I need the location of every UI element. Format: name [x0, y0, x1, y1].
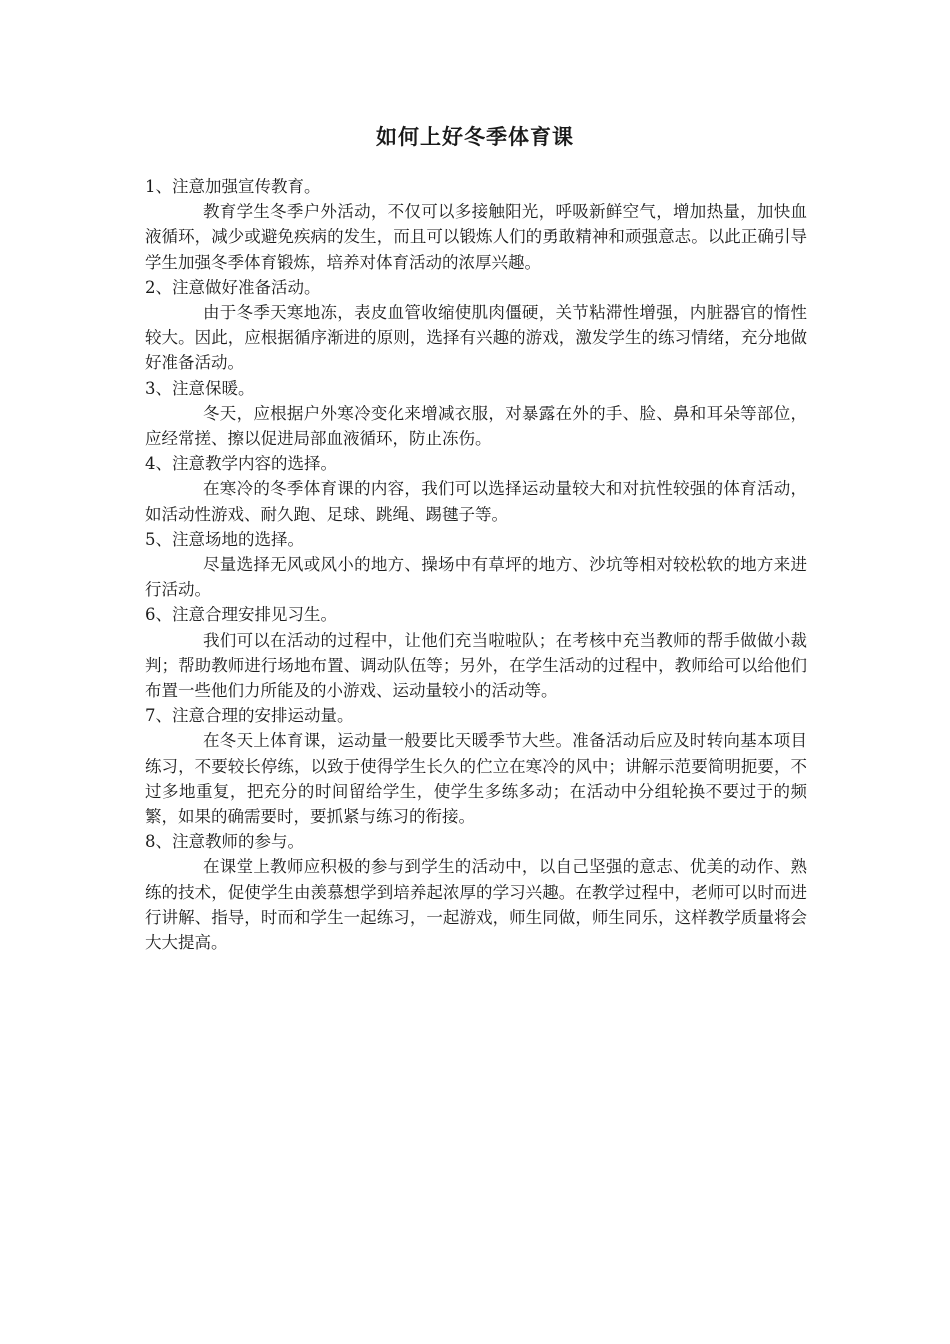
section-heading: 5、注意场地的选择。 — [145, 529, 304, 549]
section-paragraph: 我们可以在活动的过程中，让他们充当啦啦队；在考核中充当教师的帮手做做小裁判；帮助教师进行场地布置、调动队伍等；另外，在学生活动的过程中，教师给可以给他们布置一些他们力所能及的小游戏、运动量较小的活动等。 — [145, 630, 807, 701]
section-paragraph: 在冬天上体育课，运动量一般要比天暖季节大些。准备活动后应及时转向基本项目练习，不要较长停练，以致于使得学生长久的伫立在寒冷的风中；讲解示范要简明扼要，不过多地重复，把充分的时间留给学生，使学生多练多动；在活动中分组轮换不要过于的频繁，如果的确需要时，要抓紧与练习的衔接。 — [145, 731, 807, 827]
section-heading: 6、注意合理安排见习生。 — [145, 605, 337, 625]
section-heading: 3、注意保暖。 — [145, 378, 255, 398]
document-body — [145, 174, 807, 955]
document-title: 如何上好冬季体育课 — [376, 125, 574, 149]
section-paragraph: 教育学生冬季户外活动，不仅可以多接触阳光，呼吸新鲜空气，增加热量，加快血液循环，减少或避免疾病的发生，而且可以锻炼人们的勇敢精神和顽强意志。以此正确引导学生加强冬季体育锻炼，培养对体育活动的浓厚兴趣。 — [145, 202, 807, 272]
section-heading: 1、注意加强宣传教育。 — [145, 177, 321, 196]
section-paragraph: 冬天，应根据户外寒冷变化来增减衣服，对暴露在外的手、脸、鼻和耳朵等部位，应经常搓、擦以促进局部血液循环，防止冻伤。 — [145, 403, 807, 449]
section-heading: 2、注意做好准备活动。 — [145, 277, 321, 297]
section-paragraph: 尽量选择无风或风小的地方、操场中有草坪的地方、沙坑等相对较松软的地方来进行活动。 — [145, 555, 807, 600]
section-paragraph: 由于冬季天寒地冻，表皮血管收缩使肌肉僵硬，关节粘滞性增强，内脏器官的惰性较大。因此，应根据循序渐进的原则，选择有兴趣的游戏，激发学生的练习情绪，充分地做好准备活动。 — [145, 303, 807, 373]
section-paragraph: 在寒冷的冬季体育课的内容，我们可以选择运动量较大和对抗性较强的体育活动，如活动性游戏、耐久跑、足球、跳绳、踢毽子等。 — [145, 479, 807, 524]
section-heading: 8、注意教师的参与。 — [145, 832, 304, 852]
section-heading: 7、注意合理的安排运动量。 — [145, 706, 354, 726]
section-paragraph: 在课堂上教师应积极的参与到学生的活动中，以自己坚强的意志、优美的动作、熟练的技术，促使学生由羡慕想学到培养起浓厚的学习兴趣。在教学过程中，老师可以时而进行讲解、指导，时而和学生一起练习，一起游戏，师生同做，师生同乐，这样教学质量将会大大提高。 — [145, 857, 807, 953]
section-heading: 4、注意教学内容的选择。 — [145, 454, 337, 474]
